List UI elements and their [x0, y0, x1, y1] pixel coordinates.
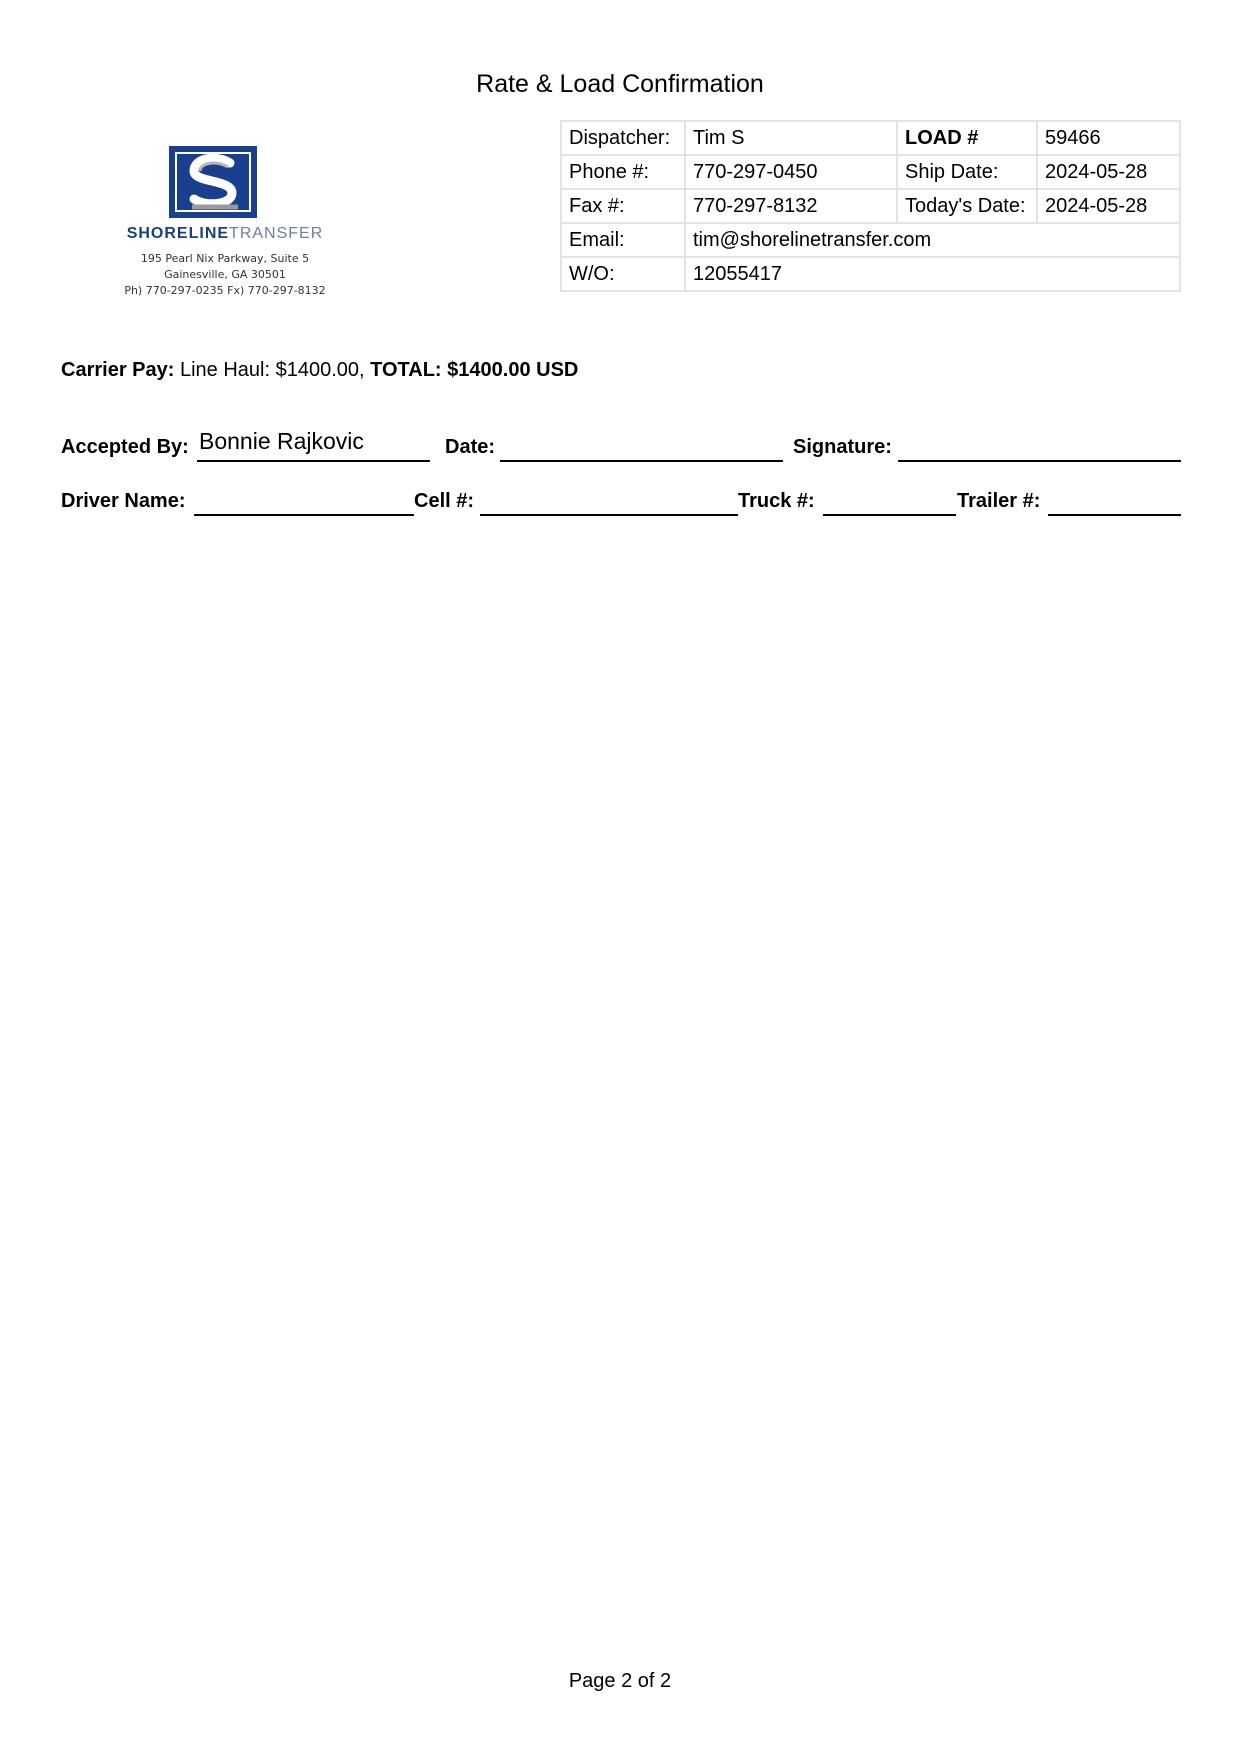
ship-date-label: Ship Date: — [897, 155, 1037, 189]
carrier-pay — [61, 359, 578, 382]
shoreline-s-logo-icon — [168, 145, 258, 219]
table-row — [561, 223, 1180, 257]
address-line-2: Gainesville, GA 30501 — [164, 268, 286, 281]
phone-label: Phone #: — [561, 155, 685, 189]
address-line-1: 195 Pearl Nix Parkway, Suite 5 — [140, 252, 310, 265]
todays-date-label: Today's Date: — [897, 189, 1037, 223]
company-logo — [80, 140, 370, 310]
cell-label: Cell #: — [414, 490, 475, 512]
accepted-by-line[interactable] — [197, 460, 430, 462]
table-row — [561, 189, 1180, 223]
truck-line[interactable] — [823, 514, 956, 516]
signature-line[interactable] — [898, 460, 1181, 462]
company-name — [80, 225, 370, 243]
total-label: TOTAL: — [370, 359, 442, 381]
page-number: Page 2 of 2 — [568, 1670, 672, 1692]
accepted-by-value: Bonnie Rajkovic — [199, 428, 364, 454]
load-label: LOAD # — [897, 121, 1037, 155]
signature-label: Signature: — [793, 436, 892, 458]
accepted-by-label: Accepted By: — [61, 436, 189, 458]
driver-name-label: Driver Name: — [61, 490, 186, 512]
table-row — [561, 121, 1180, 155]
total-value: $1400.00 USD — [447, 359, 579, 381]
cell-line[interactable] — [480, 514, 738, 516]
date-label: Date: — [445, 436, 496, 458]
load-value: 59466 — [1037, 121, 1180, 155]
todays-date-value: 2024-05-28 — [1037, 189, 1180, 223]
fax-label: Fax #: — [561, 189, 685, 223]
brand-light: TRANSFER — [229, 225, 324, 242]
wo-label: W/O: — [561, 257, 685, 291]
table-row — [561, 257, 1180, 291]
line-haul-value: Line Haul: $1400.00, — [179, 359, 365, 381]
document-title: Rate & Load Confirmation — [476, 70, 764, 98]
email-value: tim@shorelinetransfer.com — [685, 223, 1180, 257]
dispatcher-label: Dispatcher: — [561, 121, 685, 155]
truck-label: Truck #: — [738, 490, 815, 512]
load-info-table — [560, 120, 1181, 292]
phone-value: 770-297-0450 — [685, 155, 897, 189]
driver-name-line[interactable] — [194, 514, 414, 516]
fax-value: 770-297-8132 — [685, 189, 897, 223]
trailer-line[interactable] — [1048, 514, 1181, 516]
dispatcher-value: Tim S — [685, 121, 897, 155]
table-row — [561, 155, 1180, 189]
date-line[interactable] — [500, 460, 783, 462]
wo-value: 12055417 — [685, 257, 1180, 291]
email-label: Email: — [561, 223, 685, 257]
address-line-3: Ph) 770-297-0235 Fx) 770-297-8132 — [124, 284, 326, 297]
brand-bold: SHORELINE — [126, 225, 230, 242]
carrier-pay-label: Carrier Pay: — [61, 359, 175, 381]
trailer-label: Trailer #: — [957, 490, 1041, 512]
ship-date-value: 2024-05-28 — [1037, 155, 1180, 189]
